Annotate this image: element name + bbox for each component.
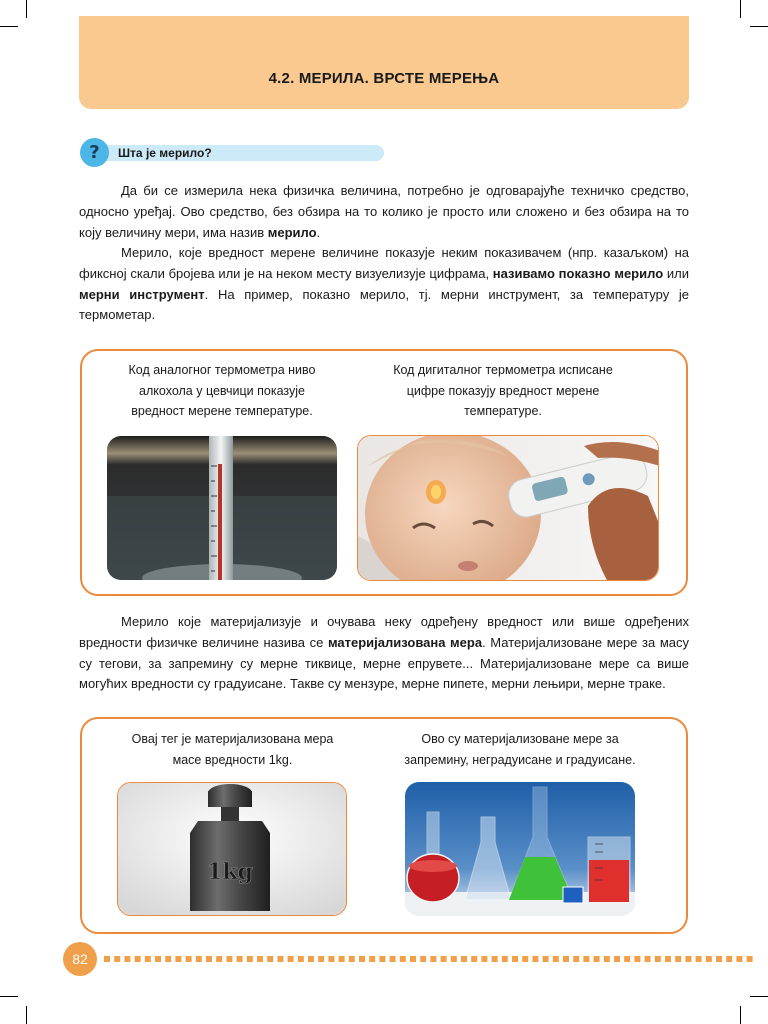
digital-thermometer-photo: [357, 435, 659, 581]
intro-paragraph-1: Да би се измерила нека физичка величина, потребно је одговарајуће техничко средство, односно уређај. Ово средство, без обзира на то колико је просто или сложено и без обзира на то коју величину мери, има назив мерило.: [79, 183, 689, 240]
section-header: [79, 16, 689, 109]
digital-thermometer-caption: Код дигиталног термометра исписане цифре показују вредност мерене температуре.: [393, 363, 613, 418]
weight-photo: [117, 782, 347, 916]
page-number: 82: [63, 942, 97, 976]
crop-mark: [740, 1006, 741, 1024]
weight-caption: Овај тег је материјализована мера масе вредности 1kg.: [131, 732, 334, 767]
question-heading: Шта је мерило?: [118, 146, 212, 160]
crop-mark: [0, 26, 18, 27]
crop-mark: [26, 1006, 27, 1024]
question-icon: ?: [80, 138, 109, 167]
analog-thermometer-photo: [107, 436, 337, 580]
footer-dotted-line: [104, 956, 754, 962]
glassware-photo: [405, 782, 635, 916]
section-title: 4.2. МЕРИЛА. ВРСТЕ МЕРЕЊА: [268, 70, 500, 87]
crop-mark: [740, 0, 741, 18]
glassware-caption: Ово су материјализоване мере за запремину, неградуисане и градуисане.: [404, 732, 636, 767]
intro-paragraph-2: Мерило, које вредност мерене величине показује неким показивачем (нпр. казаљком) на фиксној скали бројева или је на неком месту визуелизује цифрама, називамо показно мерило или мерни инструмент. На пример, показно мерило, тј. мерни инструмент, за температуру је термометар.: [79, 245, 690, 323]
crop-mark: [750, 26, 768, 27]
weight-label: 1kg: [207, 859, 253, 885]
analog-thermometer-caption: Код аналогног термометра ниво алкохола у цевчици показује вредност мерене температуре.: [128, 363, 316, 418]
crop-mark: [26, 0, 27, 18]
crop-mark: [750, 996, 768, 997]
crop-mark: [0, 996, 18, 997]
middle-paragraph: Мерило које материјализује и очувава неку одређену вредност или више одређених вредности физичке величине назива се материјализована мера. Материјализоване мере за масу су тегови, за запремину су мерне тиквице, мерне епрувете... Материјализоване мере са више могућих вредности су градуисане. Такве су мензуре, мерне пипете, мерни лењири, мерне траке.: [79, 614, 689, 692]
